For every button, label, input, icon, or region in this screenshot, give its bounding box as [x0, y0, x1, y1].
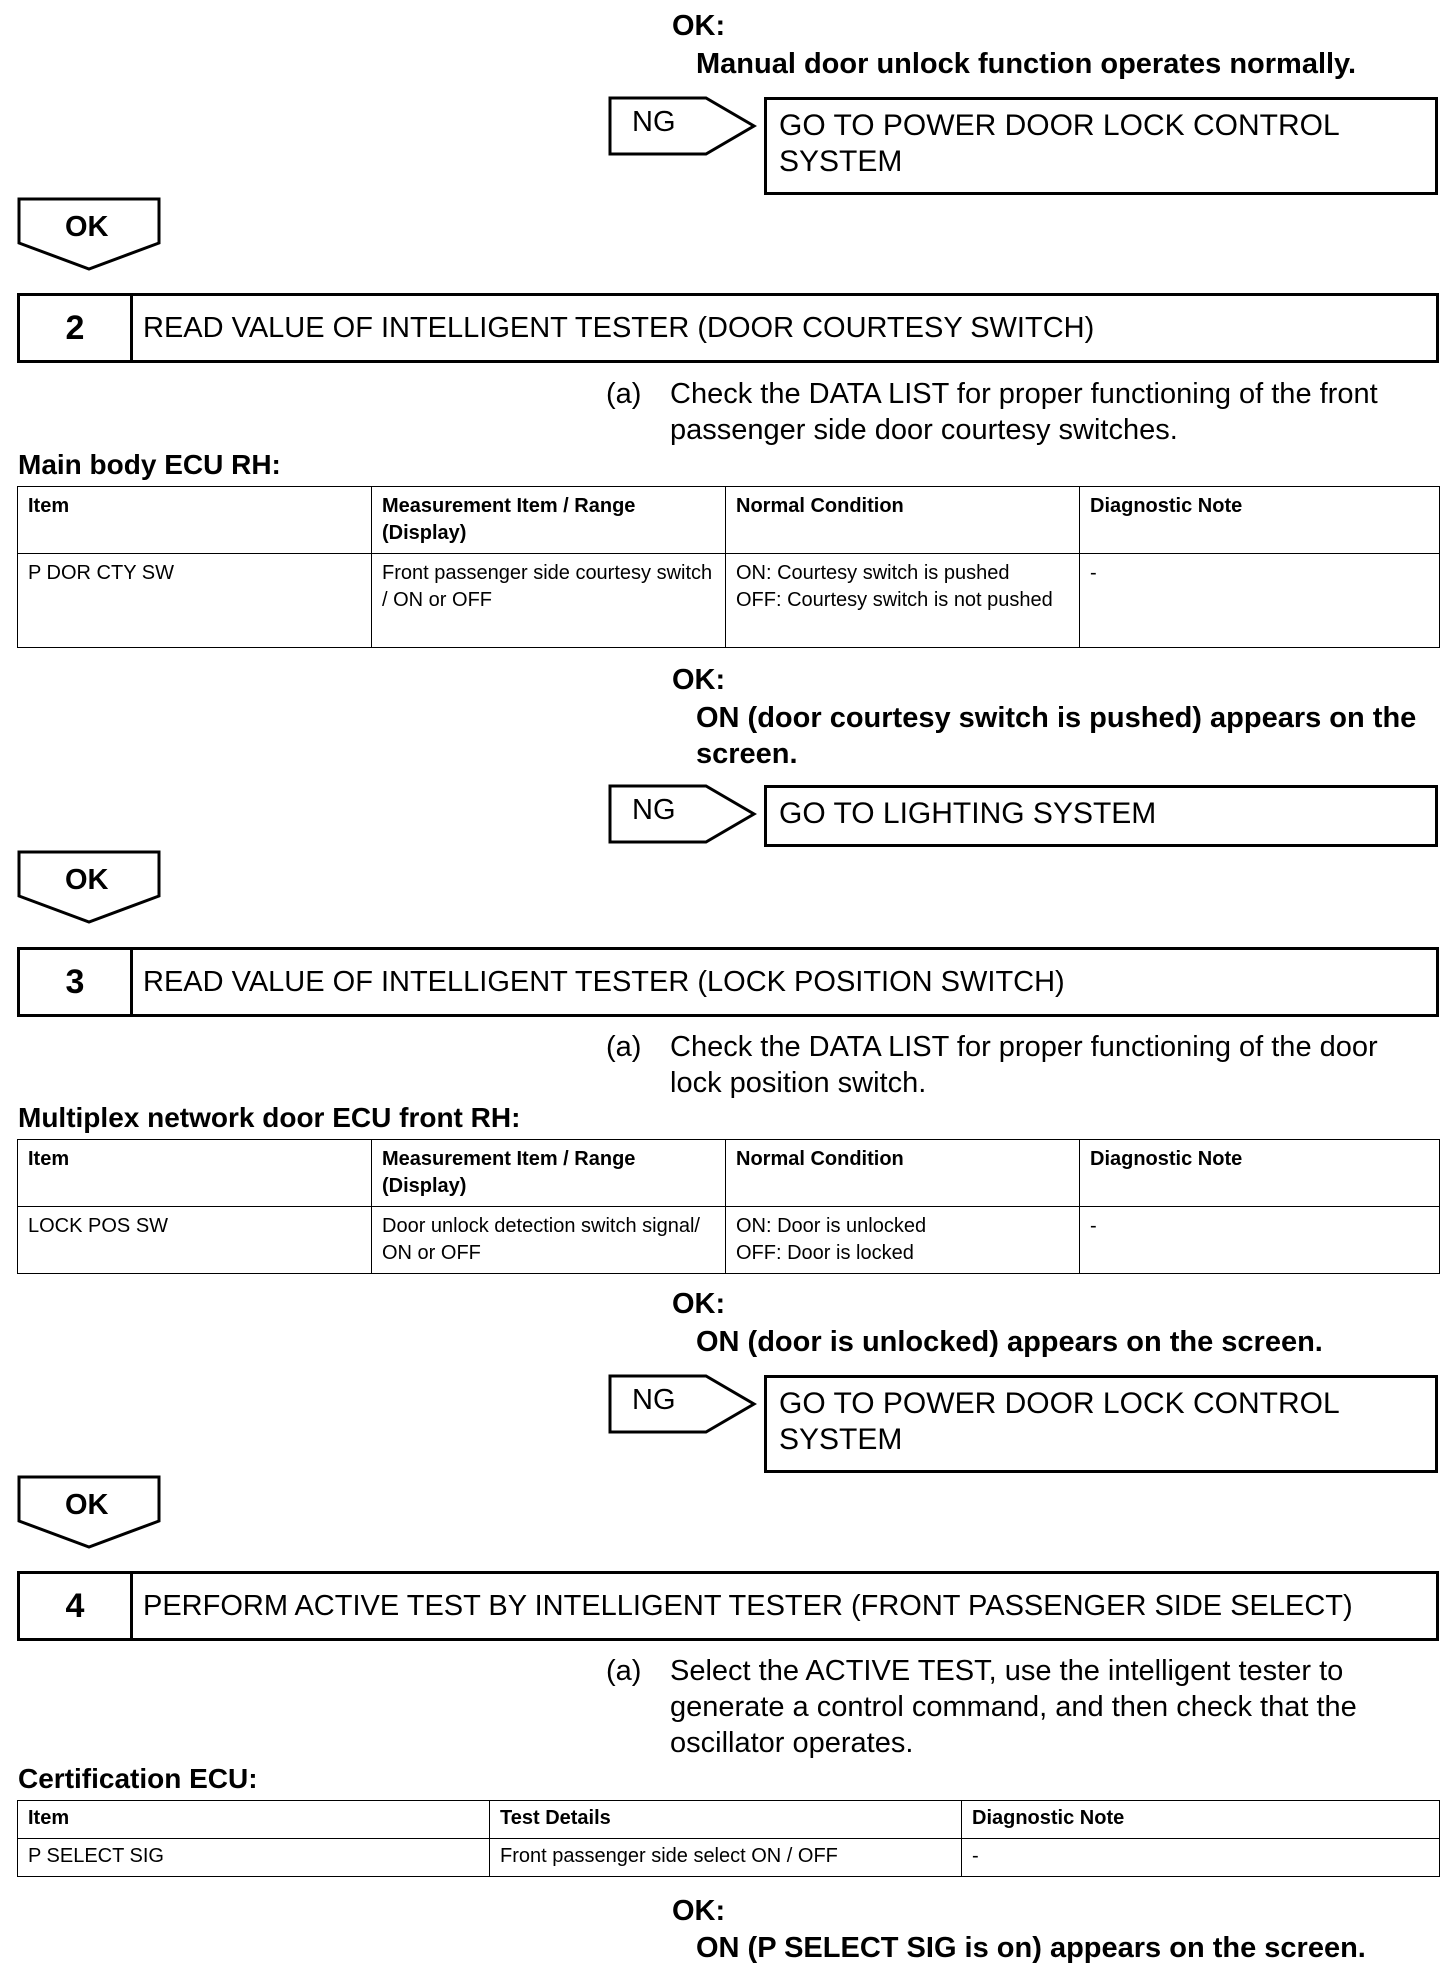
ok-result-text: ON (door courtesy switch is pushed) appears on the screen. — [696, 702, 1417, 770]
step-number: 4 — [20, 1574, 133, 1638]
instruction — [606, 1653, 1436, 1765]
ng-arrow-shape — [608, 784, 758, 844]
table-cell: ON: Door is unlocked OFF: Door is locked — [726, 1207, 1080, 1274]
step-number: 2 — [20, 296, 133, 360]
instruction-letter: (a) — [606, 378, 642, 410]
table-header-cell: Diagnostic Note — [1080, 1140, 1440, 1207]
ok-arrow-label: OK — [65, 211, 109, 243]
step-title: PERFORM ACTIVE TEST BY INTELLIGENT TESTER (FRONT PASSENGER SIDE SELECT) — [143, 1589, 1353, 1622]
step-number: 3 — [20, 950, 133, 1014]
ok-down-arrow — [17, 1475, 162, 1549]
ok-result-label: OK: — [672, 10, 726, 42]
ng-arrow-shape — [608, 1374, 758, 1434]
table-cell: P DOR CTY SW — [18, 554, 372, 648]
table-header-cell: Item — [18, 1801, 490, 1839]
table-row — [18, 554, 1440, 648]
step-title: READ VALUE OF INTELLIGENT TESTER (DOOR COURTESY SWITCH) — [143, 311, 1095, 344]
table-row — [18, 1207, 1440, 1274]
ng-arrow — [608, 1374, 758, 1434]
ng-label: NG — [632, 1384, 676, 1416]
table-header-row — [18, 1801, 1440, 1839]
step-title: READ VALUE OF INTELLIGENT TESTER (LOCK POSITION SWITCH) — [143, 965, 1065, 998]
table-caption: Main body ECU RH: — [18, 449, 281, 480]
table-cell: Front passenger side courtesy switch / ON or OFF — [372, 554, 726, 648]
table-cell: LOCK POS SW — [18, 1207, 372, 1274]
table-header-row — [18, 1140, 1440, 1207]
ok-result-text: Manual door unlock function operates normally. — [696, 48, 1357, 80]
ng-arrow — [608, 96, 758, 156]
data-list-table — [17, 1139, 1440, 1274]
ok-down-arrow — [17, 197, 162, 271]
ng-label: NG — [632, 794, 676, 826]
table-cell: ON: Courtesy switch is pushed OFF: Courtesy switch is not pushed — [726, 554, 1080, 648]
step-3-header — [17, 947, 1439, 1017]
instruction-text: Select the ACTIVE TEST, use the intelligent tester to generate a control command, and then check that the oscillator operates. — [670, 1655, 1357, 1759]
table-cell: Front passenger side select ON / OFF — [490, 1839, 962, 1877]
instruction-text: Check the DATA LIST for proper functioning of the door lock position switch. — [670, 1031, 1378, 1099]
ok-down-arrow — [17, 850, 162, 924]
ok-result-label: OK: — [672, 1288, 726, 1320]
table-header-cell: Item — [18, 1140, 372, 1207]
table-cell: - — [1080, 554, 1440, 648]
ok-result-text: ON (P SELECT SIG is on) appears on the screen. — [696, 1932, 1366, 1964]
instruction — [606, 1029, 1436, 1105]
table-caption: Certification ECU: — [18, 1763, 258, 1794]
ok-arrow-label: OK — [65, 864, 109, 896]
step-2-header — [17, 293, 1439, 363]
ng-arrow — [608, 784, 758, 844]
table-row — [18, 1839, 1440, 1877]
ng-arrow-shape — [608, 96, 758, 156]
instruction-letter: (a) — [606, 1655, 642, 1687]
data-list-table — [17, 486, 1440, 648]
ok-arrow-label: OK — [65, 1489, 109, 1521]
table-header-cell: Normal Condition — [726, 487, 1080, 554]
table-cell: Door unlock detection switch signal/ ON or OFF — [372, 1207, 726, 1274]
instruction — [606, 376, 1436, 452]
table-cell: - — [1080, 1207, 1440, 1274]
table-cell: - — [962, 1839, 1440, 1877]
goto-lighting-system-box[interactable]: GO TO LIGHTING SYSTEM — [764, 785, 1438, 847]
table-caption: Multiplex network door ECU front RH: — [18, 1102, 521, 1133]
ok-result-label: OK: — [672, 1895, 726, 1927]
instruction-letter: (a) — [606, 1031, 642, 1063]
instruction-text: Check the DATA LIST for proper functioning of the front passenger side door courtesy switches. — [670, 378, 1378, 446]
table-header-cell: Diagnostic Note — [962, 1801, 1440, 1839]
ok-result-label: OK: — [672, 664, 726, 696]
table-header-cell: Normal Condition — [726, 1140, 1080, 1207]
table-header-cell: Measurement Item / Range (Display) — [372, 1140, 726, 1207]
active-test-table — [17, 1800, 1440, 1877]
goto-power-door-lock-box[interactable]: GO TO POWER DOOR LOCK CONTROL SYSTEM — [764, 1375, 1438, 1473]
table-header-row — [18, 487, 1440, 554]
table-header-cell: Diagnostic Note — [1080, 487, 1440, 554]
ok-result-text: ON (door is unlocked) appears on the screen. — [696, 1326, 1323, 1358]
table-header-cell: Test Details — [490, 1801, 962, 1839]
table-header-cell: Measurement Item / Range (Display) — [372, 487, 726, 554]
ng-label: NG — [632, 106, 676, 138]
table-header-cell: Item — [18, 487, 372, 554]
goto-power-door-lock-box[interactable]: GO TO POWER DOOR LOCK CONTROL SYSTEM — [764, 97, 1438, 195]
table-cell: P SELECT SIG — [18, 1839, 490, 1877]
step-4-header — [17, 1571, 1439, 1641]
